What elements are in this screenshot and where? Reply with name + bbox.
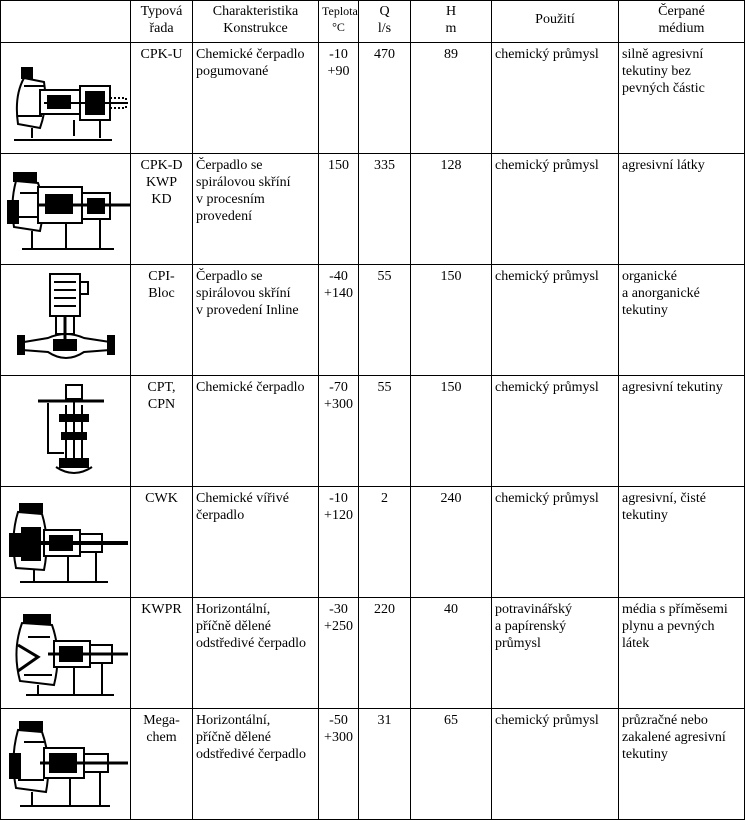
header-construction: Charakteristika Konstrukce [193,1,319,43]
cell-q: 470 [359,43,411,154]
cell-usage: chemický průmysl [492,709,619,820]
vortex-pump-drawing [4,490,134,594]
cell-medium: silně agresivní tekutiny bez pevných částic [619,43,745,154]
table-row [1,709,745,820]
cell-medium: průzračné nebo zakalené agresivní tekutiny [619,709,745,820]
cell-h: 150 [411,265,492,376]
cell-usage: potravinářský a papírenský průmysl [492,598,619,709]
table-row [1,265,745,376]
cell-construction: Čerpadlo se spirálovou skříní v provedení Inline [193,265,319,376]
cell-h: 150 [411,376,492,487]
header-temperature: Teplota °C [319,1,359,43]
cell-h: 240 [411,487,492,598]
table-row [1,43,745,154]
cell-usage: chemický průmysl [492,265,619,376]
cell-q: 55 [359,376,411,487]
cell-q: 2 [359,487,411,598]
cell-medium: organické a anorganické tekutiny [619,265,745,376]
cell-medium: média s příměsemi plynu a pevných látek [619,598,745,709]
cell-construction: Horizontální, příčně dělené odstředivé čerpadlo [193,598,319,709]
cell-medium: agresivní tekutiny [619,376,745,487]
header-row [1,1,745,43]
cell-q: 335 [359,154,411,265]
header-medium: Čerpané médium [619,1,745,43]
pump-image [1,43,131,154]
table-row [1,598,745,709]
table-row [1,487,745,598]
pump-image [1,265,131,376]
cell-series: Mega- chem [131,709,193,820]
cell-construction: Chemické čerpadlo pogumované [193,43,319,154]
header-image-column [1,1,131,43]
split-case-centrifugal-pump-drawing [4,601,134,705]
header-series: Typová řada [131,1,193,43]
cell-series: CPI- Bloc [131,265,193,376]
cell-temperature: -40 +140 [319,265,359,376]
cell-temperature: -50 +300 [319,709,359,820]
cell-medium: agresivní látky [619,154,745,265]
cell-temperature: 150 [319,154,359,265]
cell-medium: agresivní, čisté tekutiny [619,487,745,598]
cell-series: CWK [131,487,193,598]
megachem-pump-drawing [4,712,134,816]
cell-temperature: -70 +300 [319,376,359,487]
cell-temperature: -30 +250 [319,598,359,709]
horizontal-rubber-lined-pump-drawing [4,46,134,150]
cell-q: 31 [359,709,411,820]
cell-construction: Čerpadlo se spirálovou skříní v procesním provedení [193,154,319,265]
pump-image [1,154,131,265]
pump-image [1,376,131,487]
cell-series: CPK-U [131,43,193,154]
cell-h: 40 [411,598,492,709]
cell-series: CPT, CPN [131,376,193,487]
table-row [1,154,745,265]
cell-h: 89 [411,43,492,154]
table-row [1,376,745,487]
cell-series: CPK-D KWP KD [131,154,193,265]
cell-construction: Horizontální, příčně dělené odstředivé čerpadlo [193,709,319,820]
spiral-casing-process-pump-drawing [4,157,134,261]
pump-image [1,709,131,820]
cell-h: 65 [411,709,492,820]
cell-h: 128 [411,154,492,265]
cell-usage: chemický průmysl [492,43,619,154]
pump-image [1,598,131,709]
header-usage: Použití [492,1,619,43]
cell-construction: Chemické čerpadlo [193,376,319,487]
vertical-immersion-pump-drawing [4,379,134,483]
header-q: Q l/s [359,1,411,43]
cell-construction: Chemické vířivé čerpadlo [193,487,319,598]
cell-usage: chemický průmysl [492,487,619,598]
pump-image [1,487,131,598]
cell-q: 55 [359,265,411,376]
cell-series: KWPR [131,598,193,709]
header-h: H m [411,1,492,43]
cell-usage: chemický průmysl [492,154,619,265]
cell-q: 220 [359,598,411,709]
cell-temperature: -10 +120 [319,487,359,598]
cell-usage: chemický průmysl [492,376,619,487]
cell-temperature: -10 +90 [319,43,359,154]
inline-vertical-pump-drawing [4,268,134,372]
